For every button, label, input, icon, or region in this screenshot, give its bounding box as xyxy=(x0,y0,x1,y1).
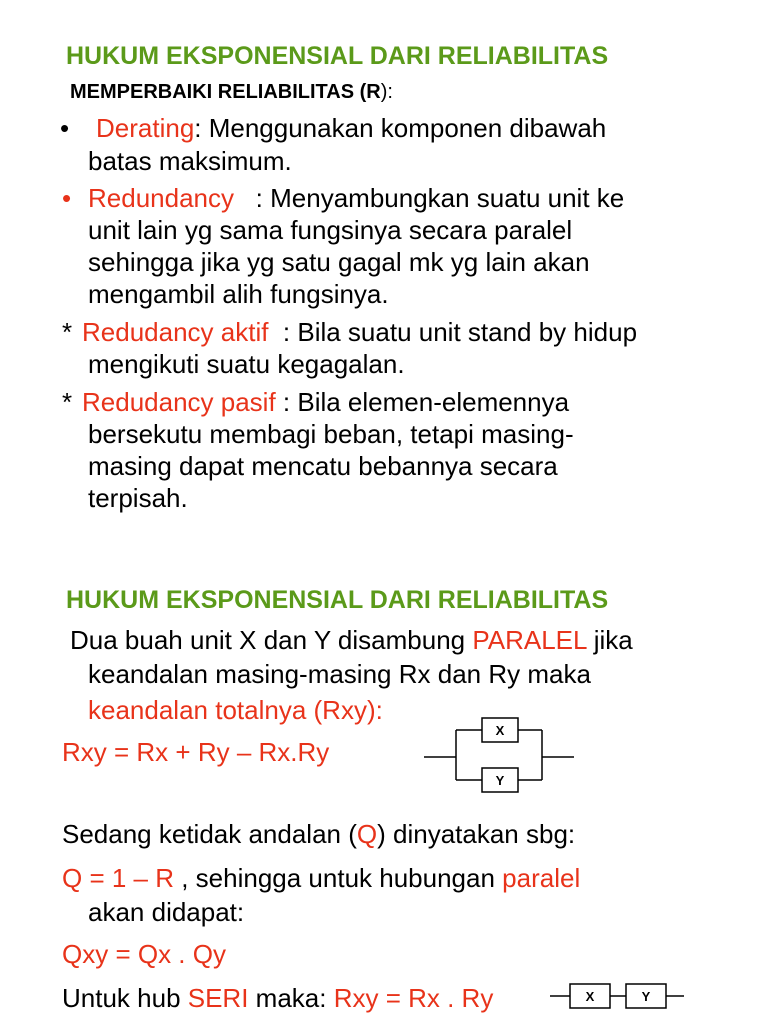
parallel-diagram xyxy=(424,712,584,802)
subtitle-end: ): xyxy=(380,81,393,103)
seri-text-mid: maka: xyxy=(248,983,334,1013)
desc-redundancy: : Menyambungkan suatu unit ke xyxy=(234,183,625,213)
formula-seri: Rxy = Rx . Ry xyxy=(333,983,494,1013)
desc-redundancy-pasif-cont: terpisah. xyxy=(88,483,188,513)
q-letter: Q xyxy=(356,819,378,849)
desc-redundancy-aktif: : Bila suatu unit stand by hidup xyxy=(268,317,638,347)
desc-derating-cont: batas maksimum. xyxy=(88,146,292,176)
q-line1 xyxy=(62,818,575,850)
q-line3: akan didapat: xyxy=(88,897,245,927)
seri-line xyxy=(62,982,493,1014)
intro-line2: keandalan masing-masing Rx dan Ry maka xyxy=(88,659,591,689)
intro-paralel: PARALEL xyxy=(472,625,587,655)
bullet-derating xyxy=(60,112,606,144)
bullet-redundancy xyxy=(62,182,624,214)
q-paralel: paralel xyxy=(502,863,581,893)
bullet-marker: • xyxy=(60,113,70,143)
intro-line3: keandalan totalnya (Rxy): xyxy=(88,695,383,725)
formula-parallel: Rxy = Rx + Ry – Rx.Ry xyxy=(62,737,330,767)
section2-title: HUKUM EKSPONENSIAL DARI RELIABILITAS xyxy=(66,586,609,614)
subtitle-letter: R xyxy=(366,81,381,103)
bullet-redundancy-aktif xyxy=(62,316,637,348)
desc-redundancy-pasif-cont: bersekutu membagi beban, tetapi masing- xyxy=(88,419,574,449)
desc-redundancy-pasif-cont: masing dapat mencatu bebannya secara xyxy=(88,451,558,481)
term-derating: Derating xyxy=(96,113,195,143)
intro-text-end: jika xyxy=(586,625,633,655)
bullet-marker: • xyxy=(62,183,72,213)
unit-y-label: Y xyxy=(495,773,505,788)
seri-word: SERI xyxy=(187,983,249,1013)
series-diagram xyxy=(550,979,686,1013)
unit-y-label: Y xyxy=(641,989,651,1004)
desc-derating: : Menggunakan komponen dibawah xyxy=(194,113,607,143)
seri-text: Untuk hub xyxy=(62,983,188,1013)
q-text-end: ) dinyatakan sbg: xyxy=(377,819,576,849)
unit-x-label: X xyxy=(585,989,595,1004)
desc-redundancy-cont: mengambil alih fungsinya. xyxy=(88,279,389,309)
bullet-marker: * xyxy=(62,317,73,347)
q-mid: , sehingga untuk hubungan xyxy=(174,863,503,893)
bullet-redundancy-pasif xyxy=(62,386,569,418)
formula-q: Qxy = Qx . Qy xyxy=(62,939,226,969)
section1-title: HUKUM EKSPONENSIAL DARI RELIABILITAS xyxy=(66,42,609,70)
desc-redundancy-pasif: : Bila elemen-elemennya xyxy=(275,387,570,417)
term-redundancy-aktif: Redudancy aktif xyxy=(82,317,269,347)
section1-subtitle xyxy=(70,76,393,108)
intro-text: Dua buah unit X dan Y disambung xyxy=(70,625,473,655)
q-text: Sedang ketidak andalan ( xyxy=(62,819,357,849)
desc-redundancy-aktif-cont: mengikuti suatu kegagalan. xyxy=(88,349,405,379)
q-formula: Q = 1 – R xyxy=(62,863,174,893)
desc-redundancy-cont: unit lain yg sama fungsinya secara paralel xyxy=(88,215,573,245)
desc-redundancy-cont: sehingga jika yg satu gagal mk yg lain akan xyxy=(88,247,590,277)
intro-line1 xyxy=(70,624,633,656)
term-redundancy: Redundancy xyxy=(88,183,234,213)
unit-x-label: X xyxy=(495,723,505,738)
q-line2 xyxy=(62,862,580,894)
bullet-marker: * xyxy=(62,387,73,417)
subtitle-text: MEMPERBAIKI RELIABILITAS ( xyxy=(70,81,367,103)
term-redundancy-pasif: Redudancy pasif xyxy=(82,387,276,417)
